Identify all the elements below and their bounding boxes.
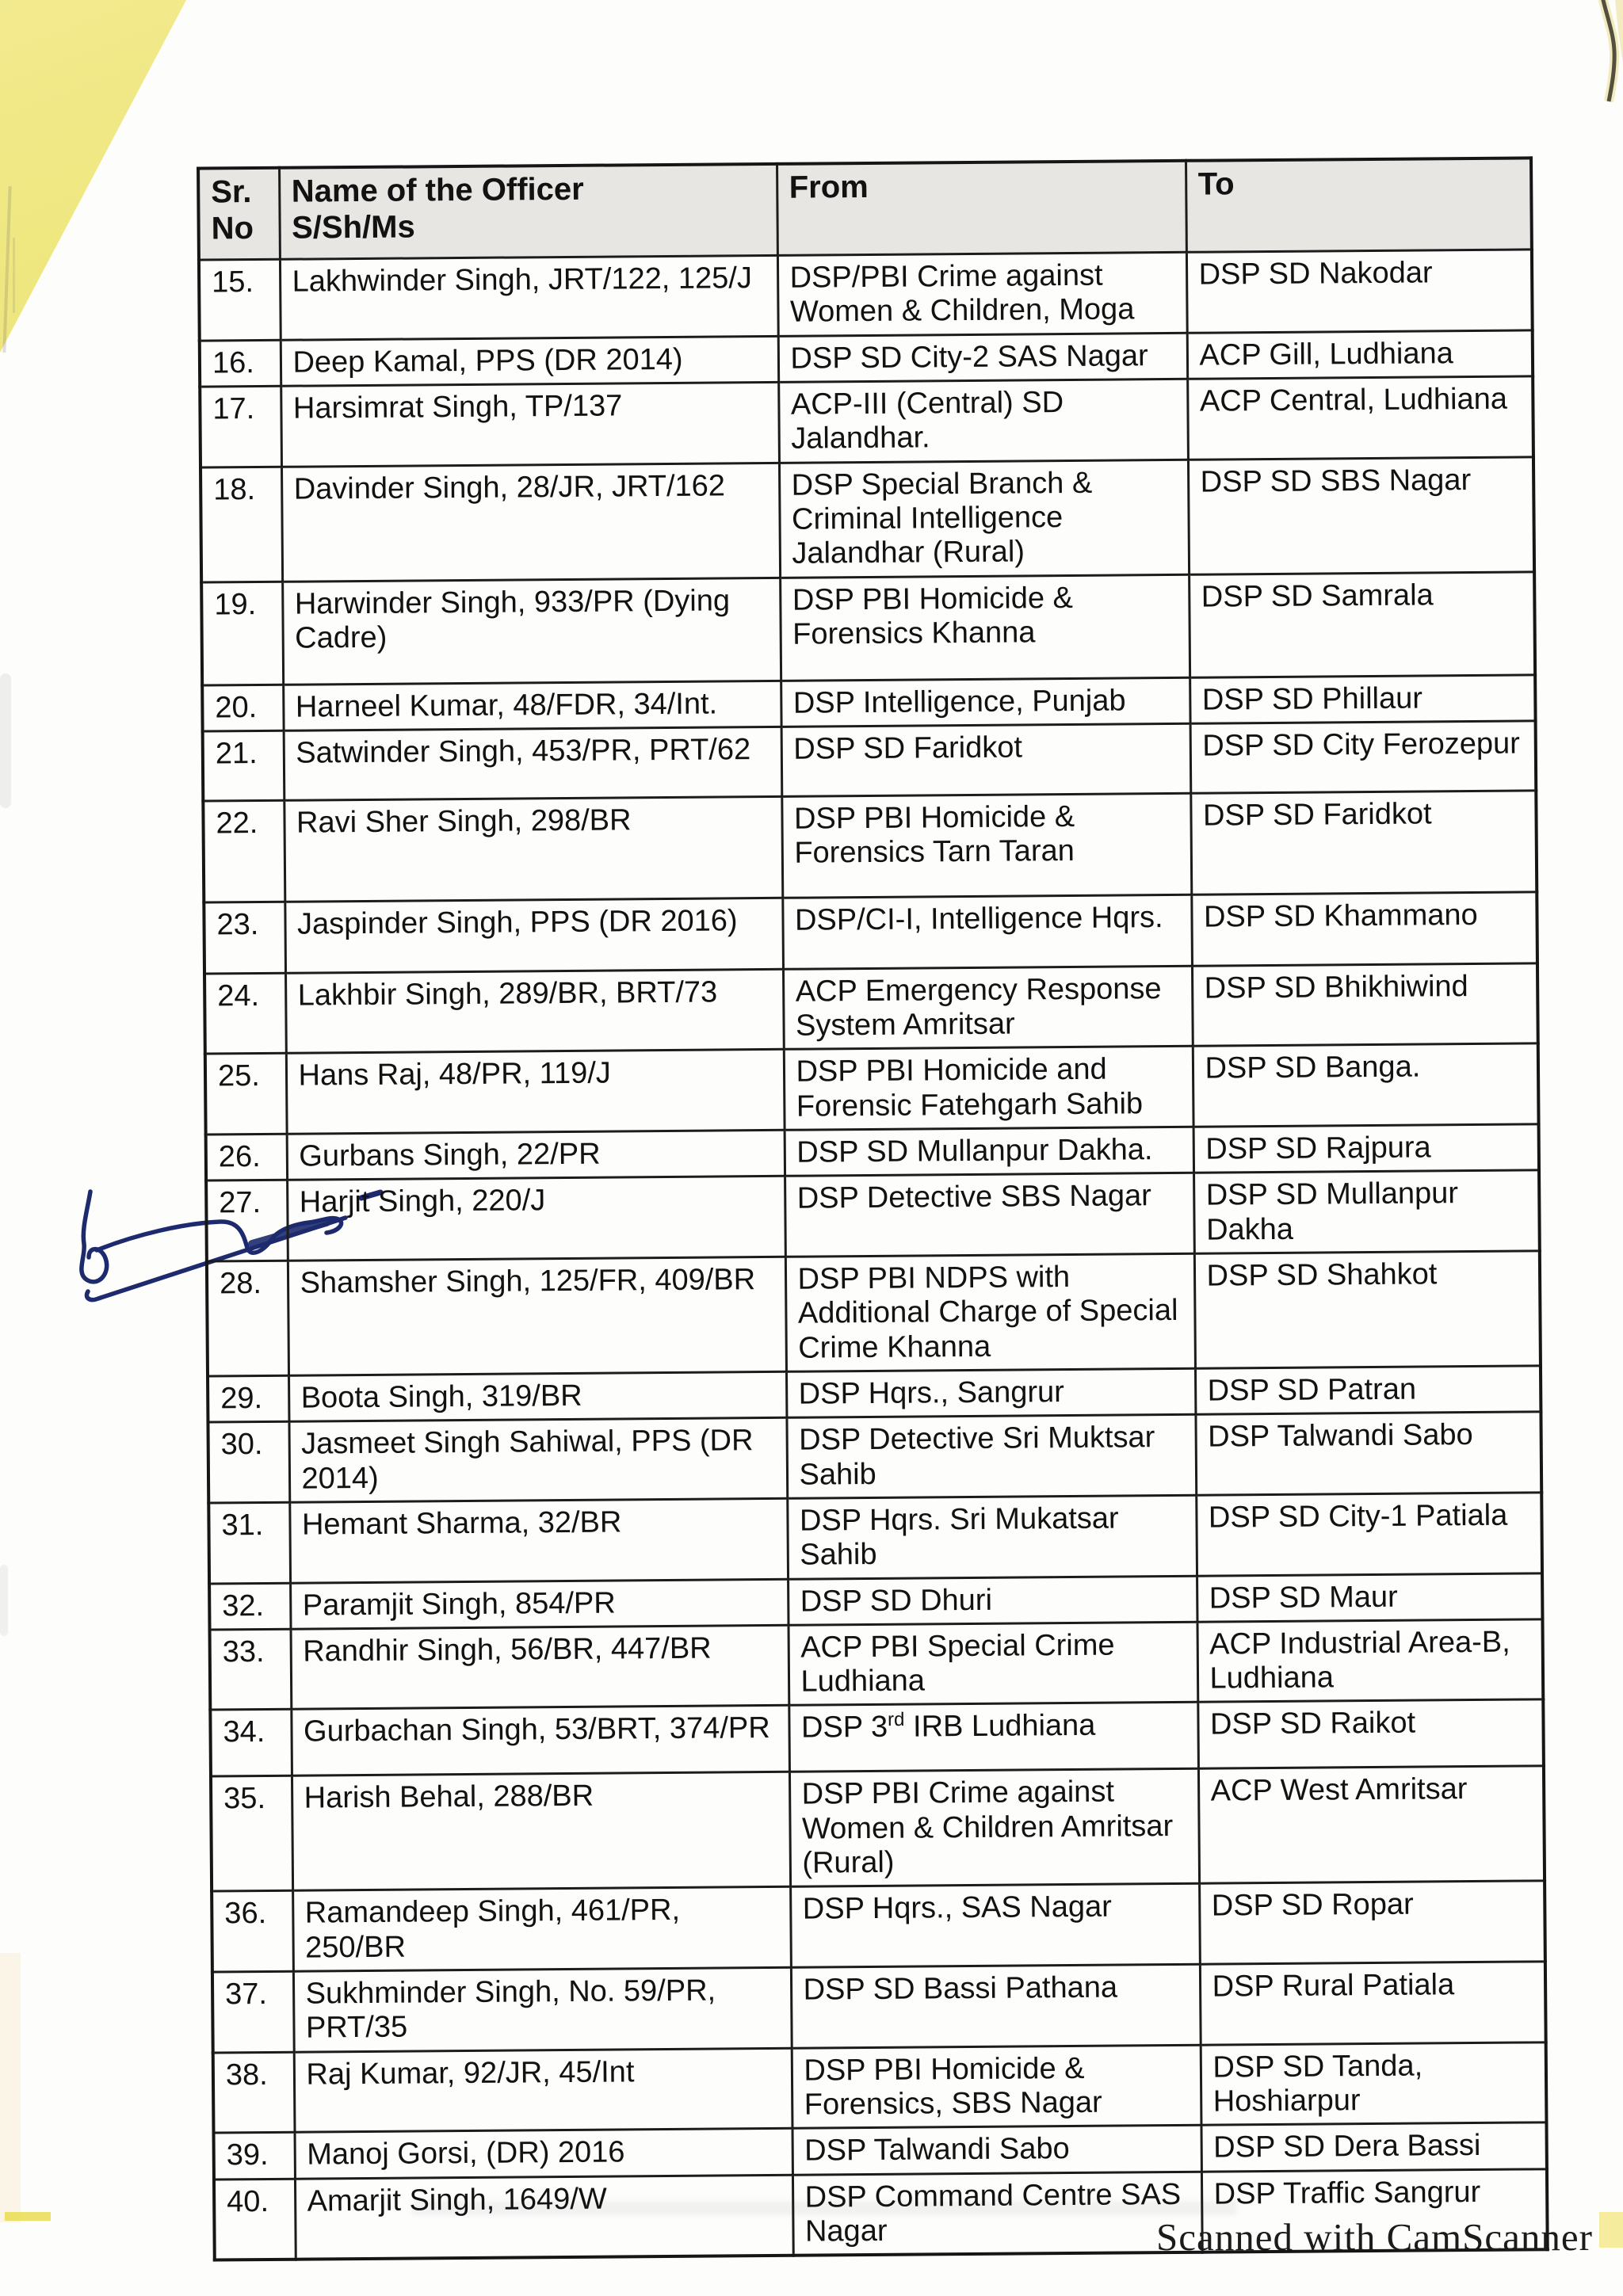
table-row <box>203 721 1537 801</box>
table-row <box>210 1699 1544 1776</box>
from-text-pre: DSP 3 <box>800 1711 888 1745</box>
to-cell: DSP SD Nakodar <box>1186 250 1533 333</box>
to-cell: DSP SD Maur <box>1197 1573 1542 1622</box>
officer-table-body <box>199 250 1548 2260</box>
to-cell: DSP SD Khammano <box>1191 892 1537 966</box>
from-text-post: IRB Ludhiana <box>904 1709 1096 1745</box>
to-cell: DSP SD Phillaur <box>1190 674 1535 723</box>
name-cell: Jaspinder Singh, PPS (DR 2016) <box>285 898 783 973</box>
from-cell: DSP Talwandi Sabo <box>792 2125 1201 2174</box>
scan-edge-smudge <box>0 673 11 808</box>
paper-edge-strip <box>0 1953 21 2222</box>
to-cell: DSP SD Bhikhiwind <box>1192 963 1538 1047</box>
to-cell: DSP SD Samrala <box>1189 571 1535 677</box>
name-cell: Satwinder Singh, 453/PR, PRT/62 <box>284 727 782 800</box>
sr-cell: 31. <box>208 1502 290 1583</box>
name-cell: Harwinder Singh, 933/PR (Dying Cadre) <box>282 578 781 685</box>
from-cell: DSP PBI Homicide & Forensics, SBS Nagar <box>792 2045 1201 2129</box>
table-row <box>208 1412 1541 1503</box>
name-cell: Randhir Singh, 56/BR, 447/BR <box>291 1625 789 1710</box>
name-cell: Boota Singh, 319/BR <box>288 1371 786 1421</box>
table-row <box>211 1766 1545 1891</box>
scan-edge-smudge <box>0 1565 8 1636</box>
name-cell: Davinder Singh, 28/JR, JRT/162 <box>281 463 780 582</box>
name-cell: Amarjit Singh, 1649/W <box>295 2175 793 2260</box>
paper-corner-crease <box>1590 0 1623 135</box>
sr-cell: 37. <box>212 1971 294 2052</box>
from-cell: DSP SD Dhuri <box>788 1576 1197 1625</box>
from-cell: DSP Hqrs., Sangrur <box>786 1368 1195 1417</box>
name-cell: Harish Behal, 288/BR <box>292 1772 790 1891</box>
officer-transfer-table <box>197 156 1546 2261</box>
sr-cell: 33. <box>210 1629 292 1710</box>
to-cell: DSP SD SBS Nagar <box>1188 456 1534 574</box>
sr-cell: 16. <box>200 340 281 387</box>
header-from: From <box>777 161 1186 256</box>
table-row <box>200 456 1534 582</box>
header-name-line1: Name of the Officer <box>291 171 584 209</box>
camscanner-watermark: Scanned with CamScanner <box>1156 2215 1593 2259</box>
to-cell: ACP Gill, Ludhiana <box>1187 330 1533 379</box>
name-cell: Ramandeep Singh, 461/PR, 250/BR <box>292 1887 791 1972</box>
from-cell: DSP Intelligence, Punjab <box>781 677 1190 727</box>
from-cell: DSP/CI-I, Intelligence Hqrs. <box>782 894 1192 969</box>
to-cell: DSP SD Rajpura <box>1193 1124 1539 1173</box>
to-cell: DSP Rural Patiala <box>1200 1962 1546 2045</box>
sr-cell: 20. <box>202 685 283 731</box>
to-cell: DSP SD Dera Bassi <box>1201 2122 1546 2172</box>
table-row <box>207 1251 1541 1376</box>
name-cell: Paramjit Singh, 854/PR <box>290 1579 788 1629</box>
from-cell: DSP SD Bassi Pathana <box>791 1964 1201 2048</box>
to-cell: DSP SD Tanda, Hoshiarpur <box>1201 2042 1547 2125</box>
sr-cell: 18. <box>200 467 282 582</box>
name-cell: Shamsher Singh, 125/FR, 409/BR <box>288 1257 786 1375</box>
sr-cell: 29. <box>208 1375 288 1422</box>
name-cell: Sukhminder Singh, No. 59/PR, PRT/35 <box>293 1967 792 2052</box>
from-cell: DSP PBI Homicide & Forensics Khanna <box>780 574 1190 681</box>
from-cell: ACP Emergency Response System Amritsar <box>783 966 1193 1050</box>
name-cell: Harneel Kumar, 48/FDR, 34/Int. <box>283 681 781 730</box>
name-cell: Gurbans Singh, 22/PR <box>287 1130 785 1180</box>
sr-cell: 17. <box>200 386 281 467</box>
to-cell: DSP Traffic Sangrur <box>1201 2168 1548 2252</box>
sr-cell: 40. <box>214 2179 296 2260</box>
sr-cell: 27. <box>206 1180 288 1261</box>
from-cell: DSP PBI NDPS with Additional Charge of Special Crime Khanna <box>785 1253 1195 1371</box>
sr-cell: 36. <box>212 1891 293 1972</box>
header-sr-line1: Sr. <box>211 174 252 210</box>
to-cell: DSP SD Shahkot <box>1194 1251 1541 1368</box>
from-cell: ACP PBI Special Crime Ludhiana <box>789 1622 1198 1706</box>
name-cell: Ravi Sher Singh, 298/BR <box>284 796 782 902</box>
sr-cell: 25. <box>205 1054 287 1135</box>
to-cell: DSP SD City-1 Patiala <box>1196 1493 1542 1576</box>
from-cell: DSP SD Mullanpur Dakha. <box>785 1127 1193 1176</box>
name-cell: Lakhwinder Singh, JRT/122, 125/J <box>280 255 778 340</box>
from-cell: DSP/PBI Crime against Women & Children, Moga <box>777 252 1187 336</box>
from-cell <box>789 1703 1198 1772</box>
table-row <box>204 963 1538 1055</box>
name-cell: Hans Raj, 48/PR, 119/J <box>286 1050 785 1135</box>
header-name-line2: S/Sh/Ms <box>291 209 415 246</box>
table-row <box>199 250 1533 341</box>
name-cell: Harjit Singh, 220/J <box>287 1177 785 1261</box>
sr-cell: 26. <box>206 1134 287 1180</box>
sr-cell: 24. <box>204 973 286 1054</box>
sr-cell: 34. <box>210 1710 292 1777</box>
scan-edge-mark <box>13 238 15 313</box>
name-cell: Deep Kamal, PPS (DR 2014) <box>281 336 778 386</box>
from-cell: DSP PBI Homicide and Forensic Fatehgarh Sahib <box>784 1047 1193 1131</box>
sr-cell: 39. <box>214 2132 295 2179</box>
to-cell: DSP SD Patran <box>1195 1366 1541 1415</box>
to-cell: DSP Talwandi Sabo <box>1195 1412 1541 1495</box>
to-cell: DSP SD City Ferozepur <box>1190 721 1537 793</box>
table-row <box>204 892 1537 974</box>
sr-cell: 30. <box>208 1421 289 1502</box>
paper-edge-yellow-dash <box>5 2212 51 2221</box>
to-cell: DSP SD Ropar <box>1199 1881 1545 1964</box>
sr-cell: 35. <box>211 1776 292 1892</box>
sr-cell: 28. <box>207 1261 288 1376</box>
from-cell: ACP-III (Central) SD Jalandhar. <box>778 379 1188 463</box>
table-row <box>212 1881 1545 1972</box>
table-header-row <box>198 158 1532 260</box>
sr-cell: 15. <box>199 259 281 340</box>
to-cell: ACP Central, Ludhiana <box>1187 376 1533 460</box>
from-cell: DSP Command Centre SAS Nagar <box>792 2172 1202 2256</box>
from-cell: DSP Hqrs., SAS Nagar <box>790 1884 1200 1968</box>
sr-cell: 19. <box>201 582 283 685</box>
header-sr-line2: No <box>211 210 254 246</box>
from-cell: DSP Hqrs. Sri Mukatsar Sahib <box>787 1495 1197 1579</box>
name-cell: Gurbachan Singh, 53/BRT, 374/PR <box>291 1706 789 1776</box>
table-row <box>212 1962 1546 2053</box>
table-row <box>206 1170 1540 1261</box>
paper-corner-yellow <box>0 0 190 357</box>
sr-cell: 22. <box>203 800 285 902</box>
from-cell: DSP Detective SBS Nagar <box>785 1173 1194 1257</box>
from-cell: DSP Special Branch & Criminal Intelligence Jalandhar (Rural) <box>779 460 1189 578</box>
to-cell: ACP Industrial Area-B, Ludhiana <box>1197 1619 1543 1703</box>
sr-cell: 32. <box>209 1583 290 1630</box>
table-row <box>210 1619 1544 1711</box>
header-to: To <box>1186 158 1532 252</box>
table-row <box>201 571 1535 685</box>
sr-cell: 21. <box>203 730 285 801</box>
to-cell: DSP SD Raikot <box>1197 1699 1544 1768</box>
name-cell: Raj Kumar, 92/JR, 45/Int <box>294 2048 792 2133</box>
name-cell: Jasmeet Singh Sahiwal, PPS (DR 2014) <box>288 1418 787 1503</box>
from-cell: DSP SD Faridkot <box>781 723 1191 796</box>
name-cell: Hemant Sharma, 32/BR <box>289 1498 788 1583</box>
header-sr <box>198 168 280 260</box>
to-cell: DSP SD Mullanpur Dakha <box>1193 1170 1540 1253</box>
sr-cell: 23. <box>204 902 285 974</box>
paper-corner-yellow-square <box>1599 2212 1623 2248</box>
to-cell: ACP West Amritsar <box>1198 1766 1545 1883</box>
to-cell: DSP SD Banga. <box>1193 1043 1539 1127</box>
name-cell: Harsimrat Singh, TP/137 <box>281 382 779 467</box>
sr-cell: 38. <box>213 2052 295 2133</box>
table-row <box>203 791 1537 902</box>
name-cell: Manoj Gorsi, (DR) 2016 <box>295 2129 792 2179</box>
from-text-sup: rd <box>887 1709 905 1731</box>
table-row <box>205 1043 1539 1135</box>
table-row <box>200 376 1533 467</box>
header-name <box>279 164 777 259</box>
from-cell: DSP PBI Homicide & Forensics Tarn Taran <box>781 793 1191 898</box>
table-row <box>213 2042 1547 2133</box>
from-cell: DSP SD City-2 SAS Nagar <box>778 333 1187 382</box>
table-row <box>208 1493 1542 1584</box>
to-cell: DSP SD Faridkot <box>1190 791 1537 894</box>
from-cell: DSP Detective Sri Muktsar Sahib <box>786 1415 1196 1499</box>
from-cell: DSP PBI Crime against Women & Children Amritsar (Rural) <box>789 1769 1199 1887</box>
name-cell: Lakhbir Singh, 289/BR, BRT/73 <box>285 969 784 1054</box>
